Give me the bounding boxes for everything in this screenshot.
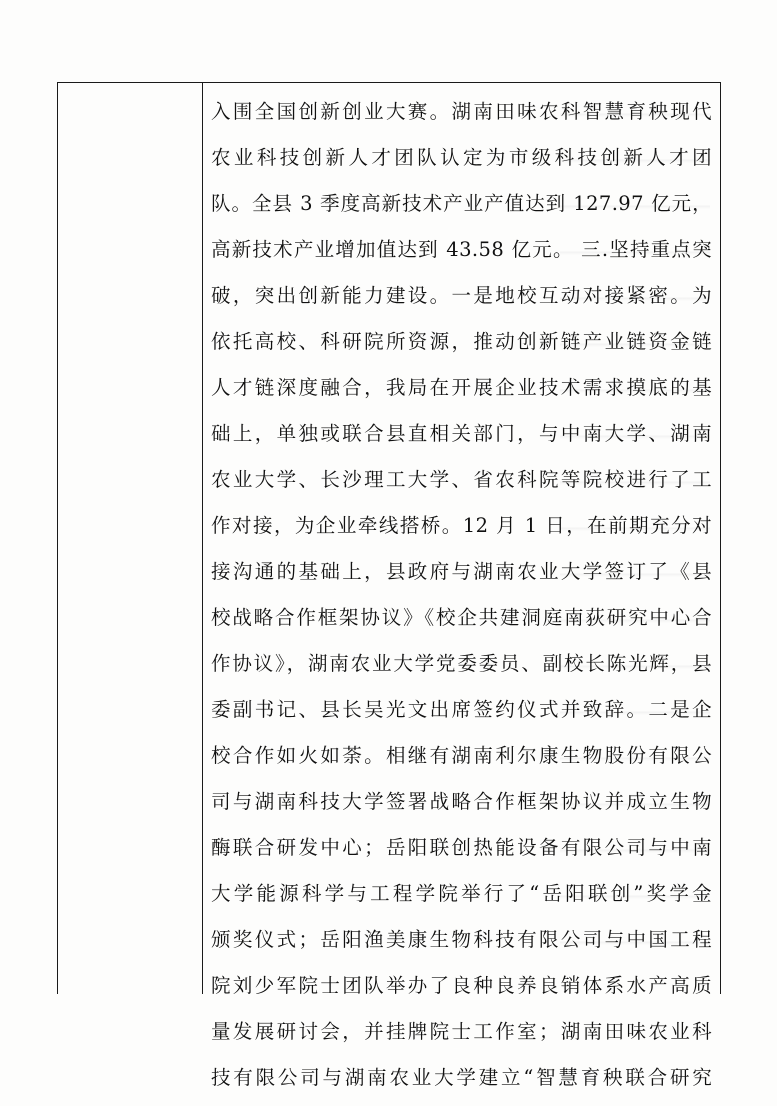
table-left-column xyxy=(58,83,203,994)
text-line: 作协议》，湖南农业大学党委委员、副校长陈光辉，县 xyxy=(211,652,712,675)
text-line: 接沟通的基础上，县政府与湖南农业大学签订了《县 xyxy=(211,560,712,583)
text-line: 队。全县 3 季度高新技术产业产值达到 127.97 亿元， xyxy=(211,192,712,215)
text-line: 入围全国创新创业大赛。湖南田味农科智慧育秧现代 xyxy=(211,100,712,123)
table-content-cell xyxy=(203,83,720,1089)
text-line: 校战略合作框架协议》《校企共建洞庭南荻研究中心合 xyxy=(211,606,712,629)
text-line: 农业科技创新人才团队认定为市级科技创新人才团 xyxy=(211,146,712,169)
text-line: 高新技术产业增加值达到 43.58 亿元。 三.坚持重点突 xyxy=(211,238,712,261)
form-table xyxy=(57,82,721,1089)
text-line: 院刘少军院士团队举办了良种良养良销体系水产高质 xyxy=(211,974,712,997)
text-line: 依托高校、科研院所资源，推动创新链产业链资金链 xyxy=(211,330,712,353)
text-line: 作对接，为企业牵线搭桥。12 月 1 日，在前期充分对 xyxy=(211,514,712,537)
text-line: 大学能源科学与工程学院举行了“岳阳联创”奖学金 xyxy=(211,882,712,905)
text-line: 破，突出创新能力建设。一是地校互动对接紧密。为 xyxy=(211,284,712,307)
text-line: 量发展研讨会，并挂牌院士工作室；湖南田味农业科 xyxy=(211,1020,712,1043)
text-line: 委副书记、县长吴光文出席签约仪式并致辞。二是企 xyxy=(211,698,712,721)
text-line: 校合作如火如荼。相继有湖南利尔康生物股份有限公 xyxy=(211,744,712,767)
text-line: 技有限公司与湖南农业大学建立“智慧育秧联合研究 xyxy=(211,1066,712,1089)
text-line: 农业大学、长沙理工大学、省农科院等院校进行了工 xyxy=(211,468,712,491)
text-line: 础上，单独或联合县直相关部门，与中南大学、湖南 xyxy=(211,422,712,445)
text-line: 颁奖仪式；岳阳渔美康生物科技有限公司与中国工程 xyxy=(211,928,712,951)
text-line: 人才链深度融合，我局在开展企业技术需求摸底的基 xyxy=(211,376,712,399)
text-line: 酶联合研发中心；岳阳联创热能设备有限公司与中南 xyxy=(211,836,712,859)
text-line: 司与湖南科技大学签署战略合作框架协议并成立生物 xyxy=(211,790,712,813)
